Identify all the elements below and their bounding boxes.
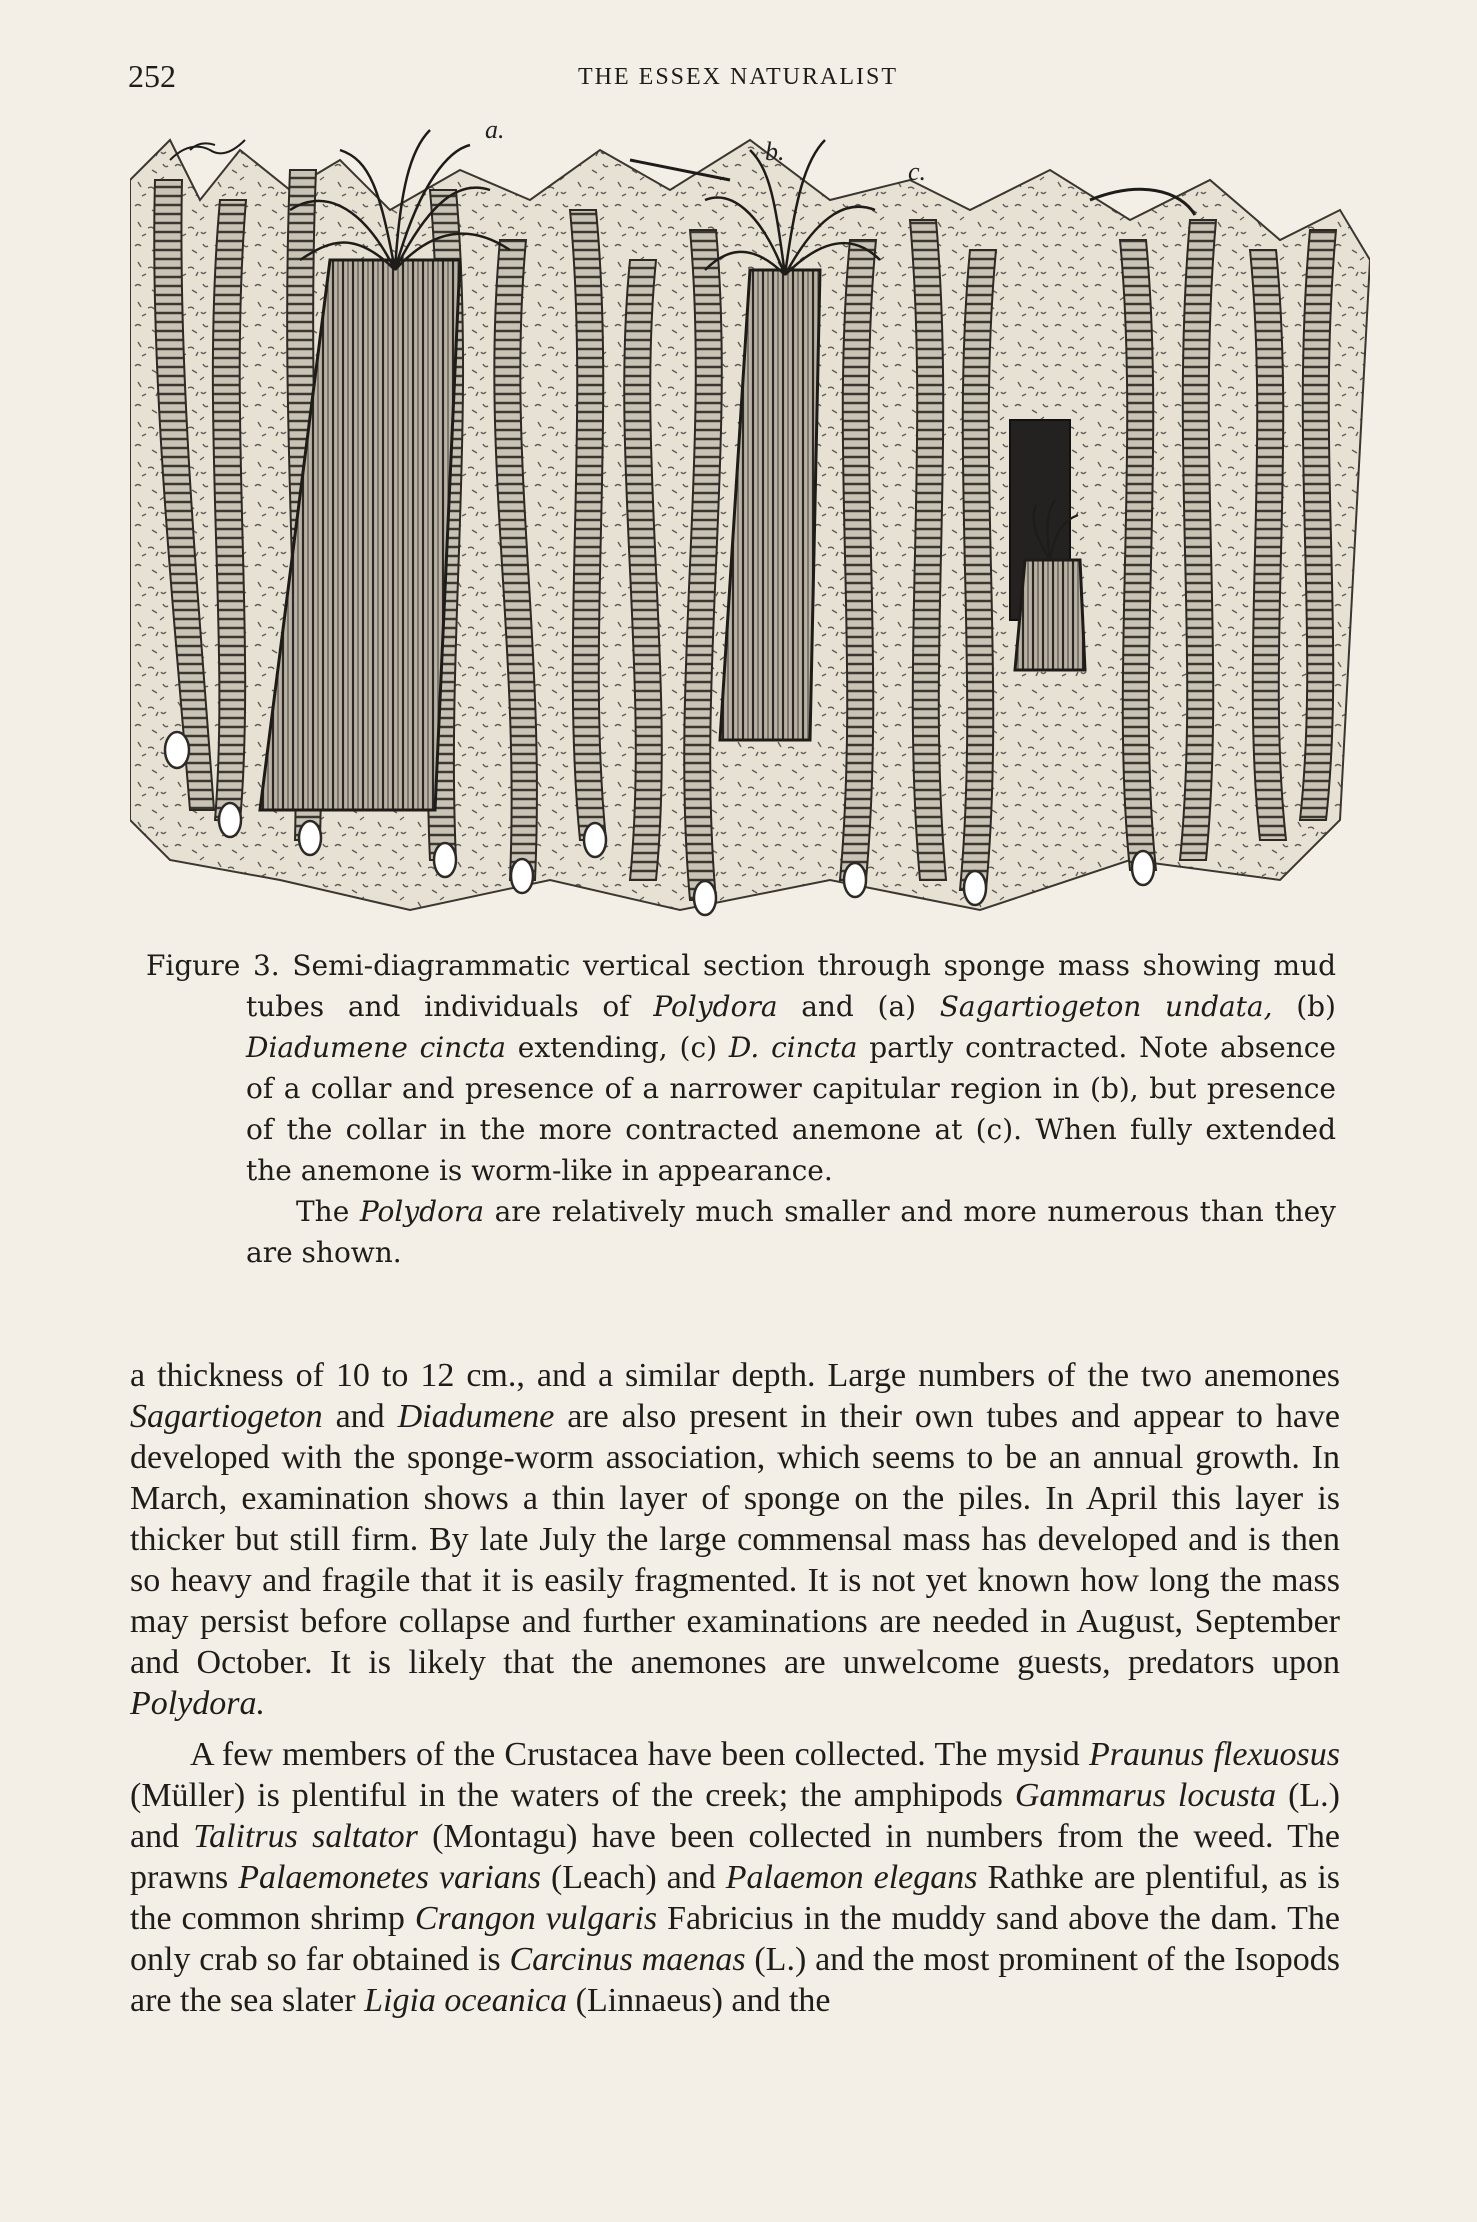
italic-text: Crangon vulgaris [414,1900,658,1937]
text-run: and (a) [777,990,940,1023]
italic-text: Talitrus saltator [193,1818,418,1855]
text-run: A few members of the Crustacea have been collected. The mysid [190,1736,1089,1773]
text-run: (L.) and the most prominent of the Isopods are the sea slater [130,1941,1341,2019]
figure-label-b: b. [765,137,785,166]
text-run: and [322,1398,398,1435]
italic-text: Carcinus maenas [509,1941,746,1978]
text-run: partly contracted. Note absence of a collar and presence of a narrower capitular region in (b), but presence of the collar in the more contracted anemone at (c). When fully extended the anemone is worm-like in appearance. [246,1031,1336,1187]
caption-paragraph-2 [146,1191,1336,1273]
text-run: are also present in their own tubes and appear to have developed with the sponge-worm association, which seems to be an annual growth. In March, examination shows a thin layer of sponge on the piles. In April this layer is thicker but still firm. By late July the large commensal mass has developed and is then so heavy and fragile that it is easily fragmented. It is not yet known how long the mass may persist before collapse and further examinations are needed in August, September and October. It is likely that the anemones are unwelcome guests, predators upon [130,1398,1341,1681]
italic-text: Diadumene [397,1398,555,1435]
italic-text: Praunus flexuosus [1088,1736,1340,1773]
italic-text: D. cincta [728,1031,858,1064]
italic-text: Diadumene cincta [246,1031,506,1064]
figure-illustration [130,120,1370,920]
italic-text: Gammarus locusta [1014,1777,1277,1814]
caption-paragraph-1 [146,945,1336,1191]
text-run: a thickness of 10 to 12 cm., and a similar depth. Large numbers of the two anemones [130,1357,1340,1394]
body-text [130,1355,1340,2021]
figure-label-c: c. [908,157,927,186]
text-run: (Montagu) have been collected in numbers from the weed. The prawns [130,1818,1340,1896]
italic-text: Polydora. [130,1685,266,1722]
italic-text: Sagartiogeton undata, [939,990,1273,1023]
figure-caption [146,945,1336,1273]
text-run: Fabricius in the muddy sand above the dam. The only crab so far obtained is [130,1900,1340,1978]
page-number: 252 [128,58,176,94]
body-paragraph-1 [130,1355,1340,1724]
text-run: are relatively much smaller and more numerous than they are shown. [246,1195,1336,1269]
italic-text: Polydora [359,1195,485,1228]
text-run: extending, (c) [505,1031,729,1064]
text-run: Rathke are plentiful, as is the common shrimp [130,1859,1341,1937]
italic-text: Palaemonetes varians [238,1859,541,1896]
figure-label-a: a. [485,120,505,144]
text-run: (L.) and [130,1777,1340,1855]
italic-text: Sagartiogeton [130,1398,323,1435]
text-run: (Leach) and [540,1859,726,1896]
text-run: Figure 3. Semi-diagrammatic vertical section through sponge mass showing mud tubes and individuals of [146,949,1336,1023]
text-run: The [296,1195,360,1228]
text-run: (b) [1272,990,1336,1023]
journal-title: THE ESSEX NATURALIST [578,64,898,90]
italic-text: Palaemon elegans [725,1859,978,1896]
sponge-section-drawing [130,120,1370,920]
body-paragraph-2 [130,1734,1340,2021]
italic-text: Polydora [653,990,778,1023]
text-run: (Linnaeus) and the [567,1982,831,2019]
italic-text: Ligia oceanica [364,1982,568,2019]
running-head [128,58,1348,98]
text-run: (Müller) is plentiful in the waters of the creek; the amphipods [130,1777,1015,1814]
